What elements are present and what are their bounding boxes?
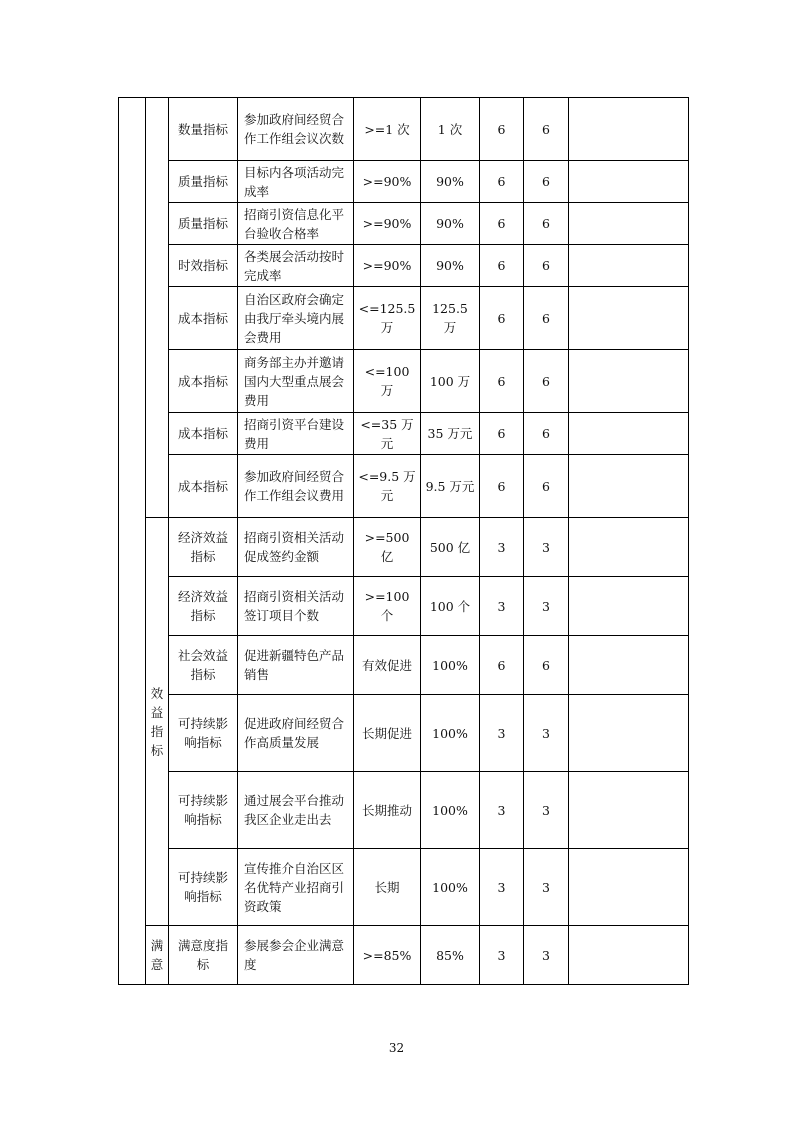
page-number: 32 [388, 1041, 405, 1055]
indicator-cell: 参展参会企业满意度 [238, 926, 354, 985]
note-cell [569, 518, 689, 577]
level3-indicator-cell: 成本指标 [169, 413, 238, 455]
table-row [119, 518, 689, 577]
indicator-cell: 自治区政府会确定由我厅牵头境内展会费用 [238, 287, 354, 350]
note-cell [569, 161, 689, 203]
target-value-cell: >=85% [354, 926, 421, 985]
note-cell [569, 413, 689, 455]
table-row [119, 926, 689, 985]
level3-indicator-cell: 社会效益指标 [169, 636, 238, 695]
table-row [119, 245, 689, 287]
level2-category-label: 满 意 [150, 938, 164, 972]
level3-indicator-cell: 成本指标 [169, 455, 238, 518]
score-cell: 6 [524, 203, 569, 245]
table-row [119, 287, 689, 350]
target-value-cell: >=90% [354, 161, 421, 203]
weight-cell: 6 [480, 413, 524, 455]
table-row [119, 203, 689, 245]
performance-indicator-table [118, 97, 689, 985]
table-body [119, 98, 689, 985]
actual-value-cell: 125.5 万 [421, 287, 480, 350]
actual-value-cell: 100 万 [421, 350, 480, 413]
level3-indicator-cell: 质量指标 [169, 203, 238, 245]
target-value-cell: <=35 万元 [354, 413, 421, 455]
actual-value-cell: 35 万元 [421, 413, 480, 455]
actual-value-cell: 100% [421, 695, 480, 772]
indicator-cell: 参加政府间经贸合作工作组会议次数 [238, 98, 354, 161]
table-row [119, 413, 689, 455]
weight-cell: 3 [480, 577, 524, 636]
weight-cell: 3 [480, 772, 524, 849]
target-value-cell: <=9.5 万元 [354, 455, 421, 518]
target-value-cell: >=90% [354, 203, 421, 245]
level3-indicator-cell: 成本指标 [169, 287, 238, 350]
note-cell [569, 849, 689, 926]
indicator-cell: 招商引资信息化平台验收合格率 [238, 203, 354, 245]
actual-value-cell: 500 亿 [421, 518, 480, 577]
target-value-cell: >=500 亿 [354, 518, 421, 577]
table-row [119, 98, 689, 161]
actual-value-cell: 100% [421, 636, 480, 695]
target-value-cell: >=100 个 [354, 577, 421, 636]
level3-indicator-cell: 时效指标 [169, 245, 238, 287]
score-cell: 6 [524, 413, 569, 455]
level1-category-cell [119, 98, 146, 985]
table-row [119, 695, 689, 772]
level3-indicator-cell: 质量指标 [169, 161, 238, 203]
weight-cell: 6 [480, 98, 524, 161]
target-value-cell: >=90% [354, 245, 421, 287]
note-cell [569, 98, 689, 161]
note-cell [569, 350, 689, 413]
target-value-cell: 有效促进 [354, 636, 421, 695]
indicator-cell: 各类展会活动按时完成率 [238, 245, 354, 287]
weight-cell: 3 [480, 695, 524, 772]
weight-cell: 3 [480, 849, 524, 926]
score-cell: 6 [524, 161, 569, 203]
weight-cell: 6 [480, 455, 524, 518]
indicator-cell: 宣传推介自治区区名优特产业招商引资政策 [238, 849, 354, 926]
actual-value-cell: 85% [421, 926, 480, 985]
score-cell: 6 [524, 245, 569, 287]
score-cell: 6 [524, 636, 569, 695]
note-cell [569, 577, 689, 636]
level2-category-label: 效 益 指 标 [150, 685, 164, 758]
indicator-cell: 目标内各项活动完成率 [238, 161, 354, 203]
level3-indicator-cell: 可持续影响指标 [169, 695, 238, 772]
target-value-cell: >=1 次 [354, 98, 421, 161]
level3-indicator-cell: 经济效益指标 [169, 577, 238, 636]
indicator-cell: 商务部主办并邀请国内大型重点展会费用 [238, 350, 354, 413]
table-row [119, 161, 689, 203]
actual-value-cell: 90% [421, 245, 480, 287]
table-row [119, 455, 689, 518]
actual-value-cell: 1 次 [421, 98, 480, 161]
level2-category-cell [146, 926, 169, 985]
indicator-cell: 通过展会平台推动我区企业走出去 [238, 772, 354, 849]
target-value-cell: <=100 万 [354, 350, 421, 413]
level3-indicator-cell: 数量指标 [169, 98, 238, 161]
weight-cell: 3 [480, 518, 524, 577]
level2-category-cell [146, 518, 169, 926]
note-cell [569, 245, 689, 287]
target-value-cell: 长期推动 [354, 772, 421, 849]
level3-indicator-cell: 可持续影响指标 [169, 772, 238, 849]
score-cell: 6 [524, 98, 569, 161]
target-value-cell: 长期 [354, 849, 421, 926]
weight-cell: 6 [480, 245, 524, 287]
weight-cell: 6 [480, 161, 524, 203]
score-cell: 3 [524, 518, 569, 577]
weight-cell: 6 [480, 203, 524, 245]
weight-cell: 6 [480, 350, 524, 413]
indicator-cell: 招商引资相关活动签订项目个数 [238, 577, 354, 636]
actual-value-cell: 100 个 [421, 577, 480, 636]
note-cell [569, 287, 689, 350]
actual-value-cell: 9.5 万元 [421, 455, 480, 518]
target-value-cell: <=125.5 万 [354, 287, 421, 350]
score-cell: 6 [524, 287, 569, 350]
note-cell [569, 926, 689, 985]
actual-value-cell: 100% [421, 772, 480, 849]
weight-cell: 6 [480, 636, 524, 695]
score-cell: 3 [524, 577, 569, 636]
table-row [119, 350, 689, 413]
level3-indicator-cell: 成本指标 [169, 350, 238, 413]
note-cell [569, 695, 689, 772]
score-cell: 3 [524, 926, 569, 985]
table-row [119, 772, 689, 849]
score-cell: 3 [524, 849, 569, 926]
level3-indicator-cell: 可持续影响指标 [169, 849, 238, 926]
score-cell: 6 [524, 455, 569, 518]
weight-cell: 6 [480, 287, 524, 350]
note-cell [569, 203, 689, 245]
target-value-cell: 长期促进 [354, 695, 421, 772]
table-row [119, 636, 689, 695]
note-cell [569, 455, 689, 518]
indicator-cell: 促进政府间经贸合作高质量发展 [238, 695, 354, 772]
indicator-cell: 招商引资相关活动促成签约金额 [238, 518, 354, 577]
table-row [119, 577, 689, 636]
note-cell [569, 636, 689, 695]
note-cell [569, 772, 689, 849]
level2-category-cell [146, 98, 169, 518]
score-cell: 6 [524, 350, 569, 413]
level3-indicator-cell: 满意度指标 [169, 926, 238, 985]
actual-value-cell: 90% [421, 161, 480, 203]
level3-indicator-cell: 经济效益指标 [169, 518, 238, 577]
indicator-cell: 参加政府间经贸合作工作组会议费用 [238, 455, 354, 518]
indicator-cell: 招商引资平台建设费用 [238, 413, 354, 455]
table-row [119, 849, 689, 926]
indicator-cell: 促进新疆特色产品销售 [238, 636, 354, 695]
actual-value-cell: 100% [421, 849, 480, 926]
score-cell: 3 [524, 772, 569, 849]
weight-cell: 3 [480, 926, 524, 985]
score-cell: 3 [524, 695, 569, 772]
actual-value-cell: 90% [421, 203, 480, 245]
